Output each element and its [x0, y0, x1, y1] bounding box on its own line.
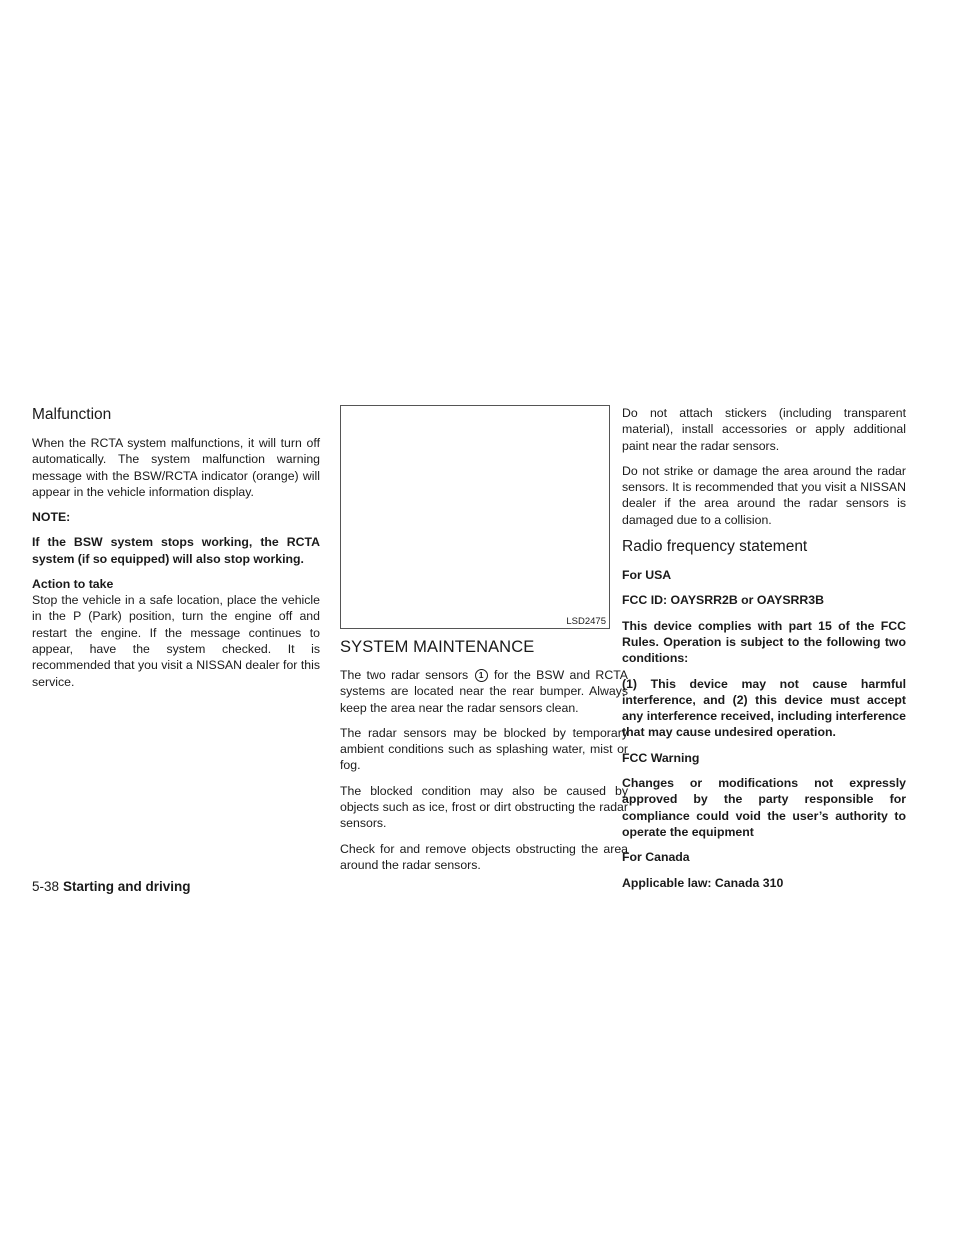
maintenance-text-2: The radar sensors may be blocked by temporary ambient conditions such as splashing water, mist or fog. [340, 725, 628, 773]
right-column [622, 405, 906, 900]
conditions-text: (1) This device may not cause harmful interference, and (2) this device must accept any interference received, including interference that may cause undesired operation. [622, 676, 906, 740]
middle-column [340, 405, 628, 882]
damage-text: Do not strike or damage the area around the radar sensors. It is recommended that you visit a NISSAN dealer if the area around the radar sensors is damaged due to a collision. [622, 463, 906, 527]
maintenance-text-4: Check for and remove objects obstructing the area around the radar sensors. [340, 841, 628, 872]
page-number: 5-38 [32, 879, 60, 894]
compliance-text: This device complies with part 15 of the FCC Rules. Operation is subject to the following two conditions: [622, 618, 906, 666]
note-text: If the BSW system stops working, the RCTA system (if so equipped) will also stop working. [32, 535, 320, 566]
stickers-text: Do not attach stickers (including transparent material), install accessories or apply additional paint near the radar sensors. [622, 406, 906, 453]
figure-code: LSD2475 [566, 616, 606, 627]
fcc-warning-label: FCC Warning [622, 750, 700, 765]
radar-sensor-figure [340, 405, 610, 629]
applicable-law: Applicable law: Canada 310 [622, 875, 784, 890]
malfunction-text: When the RCTA system malfunctions, it will turn off automatically. The system malfunction warning message with the BSW/RCTA indicator (orange) will appear in the vehicle information display. [32, 436, 320, 499]
malfunction-heading: Malfunction [32, 406, 112, 423]
section-title: Starting and driving [63, 879, 191, 894]
left-column [32, 405, 320, 699]
maintenance-text-1a: The two radar sensors [340, 668, 469, 682]
action-heading: Action to take [32, 577, 114, 592]
fcc-warning-text: Changes or modifications not expressly approved by the party responsible for compliance could void the user’s authority to operate the equipment [622, 776, 906, 839]
action-text: Stop the vehicle in a safe location, place the vehicle in the P (Park) position, turn the engine off and restart the engine. If the message continues to appear, have the system checked. It is recommended that you visit a NISSAN dealer for this service. [32, 593, 320, 689]
system-maintenance-heading: SYSTEM MAINTENANCE [340, 638, 535, 656]
maintenance-text-1 [340, 667, 628, 716]
radio-frequency-heading: Radio frequency statement [622, 538, 808, 556]
page-footer [32, 878, 191, 896]
canada-label: For Canada [622, 850, 690, 865]
maintenance-text-1b: for the BSW and RCTA systems are located near the rear bumper. Always keep the area near the radar sensors clean. [340, 668, 628, 715]
usa-label: For USA [622, 568, 672, 583]
fcc-id: FCC ID: OAYSRR2B or OAYSRR3B [622, 593, 825, 608]
callout-marker-icon: 1 [475, 669, 488, 682]
maintenance-text-3: The blocked condition may also be caused by objects such as ice, frost or dirt obstructing the radar sensors. [340, 783, 628, 831]
note-label: NOTE: [32, 510, 71, 525]
